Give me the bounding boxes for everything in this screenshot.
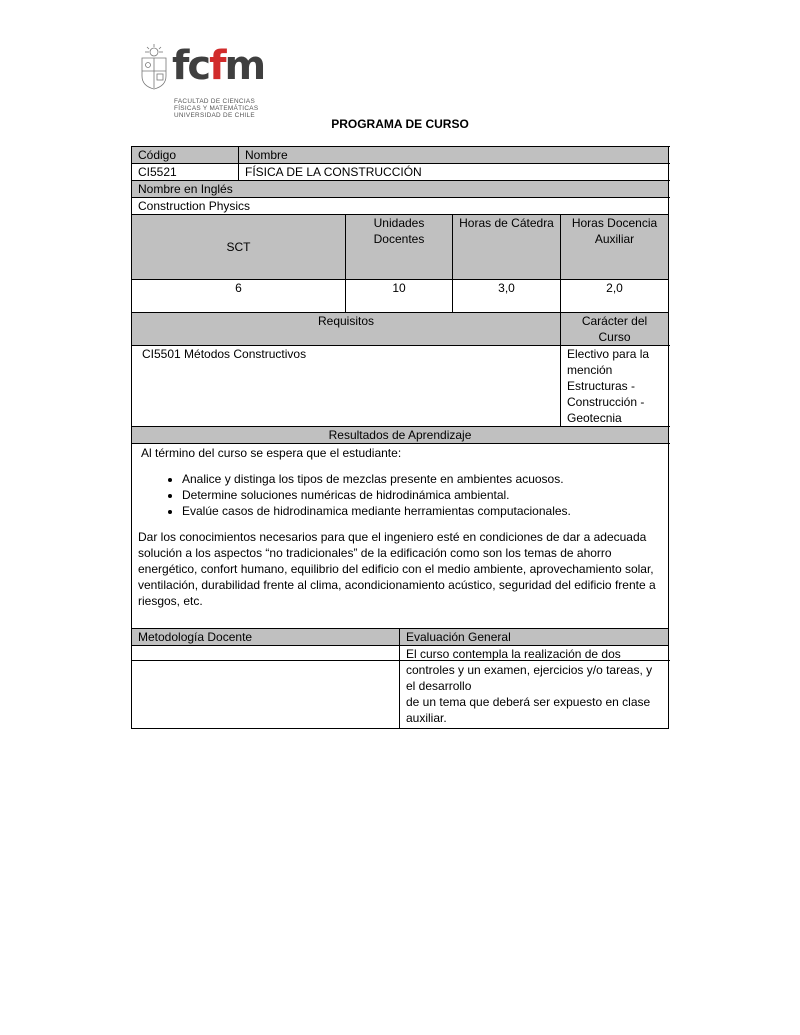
fcfm-logo [138,42,265,119]
page-title: PROGRAMA DE CURSO [331,117,469,131]
list-item: • Analice y distinga los tipos de mezclas presente en ambientes acuosos. [182,471,662,487]
results-paragraph: Dar los conocimientos necesarios para que el ingeniero esté en condiciones de dar a adecuada solución a los aspectos “no tradicionales” de la edificación como son los temas de ahorro energético, confort humano, equilibrio del edificio con el medio ambiente, aprovechamiento solar, ventilación, durabilidad frente al clima, acondicionamiento acústico, seguridad del edificio frente a riesgos, etc. [138,530,656,608]
logo-subtitle: FACULTAD DE CIENCIAS FÍSICAS Y MATEMÁTICAS UNIVERSIDAD DE CHILE [174,98,259,119]
list-item: • Evalúe casos de hidrodinamica mediante herramientas computacionales. [182,503,662,519]
requisites-row [132,346,669,427]
lecture-hours-value: 3,0 [453,280,561,313]
methodology-value [132,646,400,729]
hours-header-row [132,215,669,280]
auxiliary-hours-header: Horas Docencia Auxiliar [561,215,669,280]
requisites-header-row [132,313,669,346]
methodology-header: Metodología Docente [132,629,400,646]
evaluation-text-line2: de un tema que deberá ser expuesto en clase auxiliar. [406,695,651,725]
results-header: Resultados de Aprendizaje [132,427,669,444]
sct-header: SCT [132,215,346,280]
course-code: CI5521 [132,164,239,181]
evaluation-row [132,646,669,729]
evaluation-header-row [132,629,669,646]
results-intro: Al término del curso se espera que el estudiante: [141,446,402,460]
evaluation-table [131,628,669,729]
results-list [168,471,662,519]
auxiliary-hours-value: 2,0 [561,280,669,313]
logo-wordmark: fcfm [172,43,265,89]
teaching-units-value: 10 [346,280,453,313]
name-header: Nombre [239,147,669,164]
code-name-header-row [132,147,669,164]
requisites-header: Requisitos [132,313,561,346]
character-header: Carácter del Curso [561,313,669,346]
teaching-units-header: Unidades Docentes [346,215,453,280]
lecture-hours-header: Horas de Cátedra [453,215,561,280]
list-item: • Determine soluciones numéricas de hidrodinámica ambiental. [182,487,662,503]
hours-values-row [132,280,669,313]
course-name: FÍSICA DE LA CONSTRUCCIÓN [239,164,669,181]
course-program-table [131,146,669,661]
requisites-value: CI5501 Métodos Constructivos [132,346,561,427]
code-header: Código [132,147,239,164]
evaluation-header: Evaluación General [400,629,669,646]
evaluation-value [400,646,669,729]
evaluation-text-line1: El curso contempla la realización de dos controles y un examen, ejercicios y/o tareas, y el desarrollo [406,647,653,693]
english-name-header: Nombre en Inglés [132,181,669,198]
english-name: Construction Physics [132,198,669,215]
sct-value: 6 [132,280,346,313]
university-crest-icon [138,44,170,90]
code-name-row [132,164,669,181]
character-value: Electivo para la mención Estructuras - Construcción - Geotecnia [561,346,669,427]
